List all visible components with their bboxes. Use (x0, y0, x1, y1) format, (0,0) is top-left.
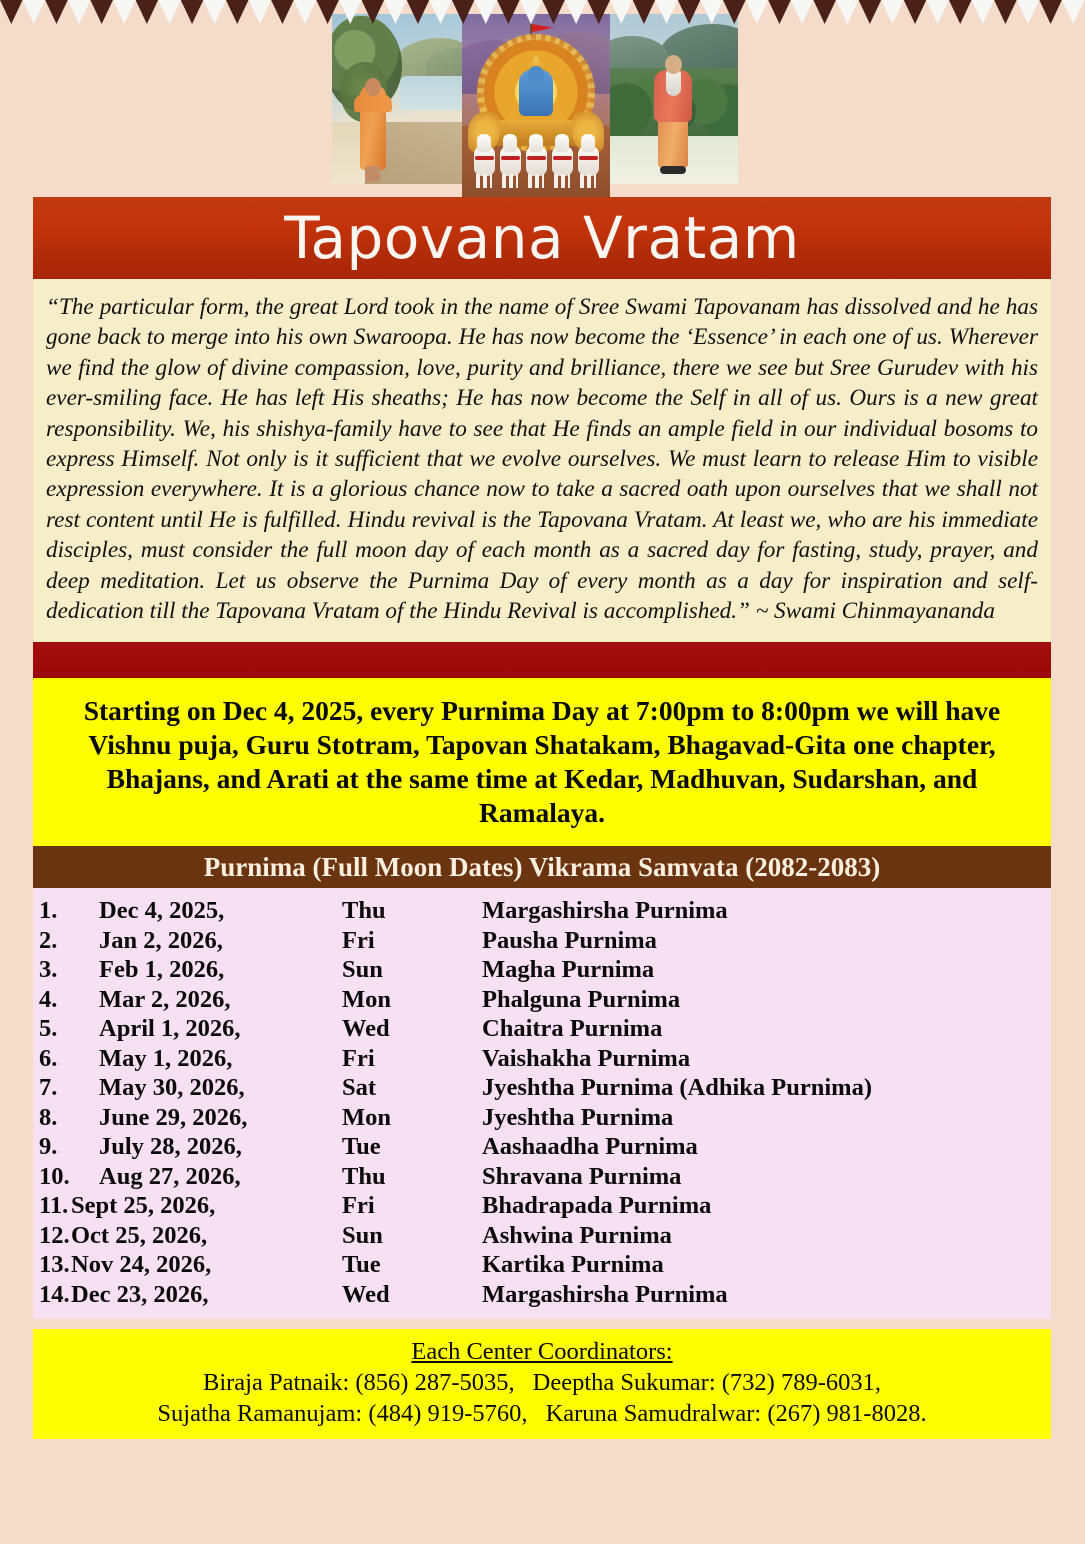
bunting-flag (587, 0, 610, 24)
row-weekday: Fri (342, 1192, 375, 1220)
row-date: Sept 25, 2026, (71, 1192, 216, 1220)
bunting-flag (452, 0, 475, 24)
row-number: 8. (39, 1103, 58, 1131)
purnima-dates-list (33, 888, 1051, 1319)
row-number: 14. (39, 1280, 70, 1308)
row-weekday: Sun (342, 956, 383, 984)
row-purnima-name: Aashaadha Purnima (482, 1133, 698, 1161)
bunting-flag (949, 0, 972, 24)
bunting-flag (926, 0, 949, 24)
photo-swami-sage-portrait (610, 14, 738, 184)
row-weekday: Mon (342, 985, 391, 1013)
table-row (33, 1191, 1051, 1221)
row-date: Dec 4, 2025, (99, 897, 225, 925)
poster-content (33, 197, 1051, 1439)
row-purnima-name: Kartika Purnima (482, 1251, 664, 1279)
coordinator-sujatha-ramanujam: Sujatha Ramanujam: (484) 919-5760, (157, 1400, 528, 1428)
table-row (33, 1250, 1051, 1280)
bunting-flag (1039, 0, 1062, 24)
row-number: 5. (39, 1015, 58, 1043)
row-date: June 29, 2026, (99, 1103, 248, 1131)
quote-block (33, 279, 1051, 642)
row-number: 4. (39, 985, 58, 1013)
bunting-flag (0, 0, 23, 24)
bunting-flag (633, 0, 656, 24)
bunting-flag (90, 0, 113, 24)
bunting-flag (746, 0, 769, 24)
bunting-flag (294, 0, 317, 24)
table-row (33, 896, 1051, 926)
bunting-flag (316, 0, 339, 24)
quote-text: “The particular form, the great Lord took in the name of Sree Swami Tapovanam has dissolved and he has gone back to merge into his own Swaroopa. He has now become the ‘Essence’ in each one of us. Wherever we find the glow of divine compassion, love, purity and brilliance, there we see but Sree Gurudev with his ever-smiling face. He has left His sheaths; He has now become the Self in all of us. Ours is a new great responsibility. We, his shishya-family have to see that He finds an ample field in our individual bosoms to express Himself. Not only is it sufficient that we evolve ourselves. We must learn to release Him to visible expression everywhere. It is a glorious chance now to take a sacred oath upon ourselves that we shall not rest content until He is fulfilled. Hindu revival is the Tapovana Vratam. At least we, who are his immediate disciples, must consider the full moon day of each month as a sacred day for fasting, study, prayer, and deep meditation. Let us observe the Purnima Day of every month as a day for inspiration and self-dedication till the Tapovana Vratam of the Hindu Revival is accomplished.” ~ Swami Chinmayananda (46, 294, 1038, 625)
row-number: 6. (39, 1044, 58, 1072)
row-purnima-name: Pausha Purnima (482, 926, 657, 954)
row-number: 9. (39, 1133, 58, 1161)
row-purnima-name: Magha Purnima (482, 956, 655, 984)
bunting-banner (0, 0, 1085, 24)
row-purnima-name: Margashirsha Purnima (482, 897, 728, 925)
photo-swami-tapovanam-by-river (332, 14, 462, 184)
table-row (33, 1044, 1051, 1074)
coordinators-footer (33, 1329, 1051, 1439)
row-number: 11. (39, 1192, 69, 1220)
table-row (33, 1162, 1051, 1192)
bunting-flag (181, 0, 204, 24)
section-divider (33, 642, 1051, 678)
bunting-flag (1017, 0, 1040, 24)
row-weekday: Thu (342, 1162, 386, 1190)
bunting-flag (994, 0, 1017, 24)
photo-vishnu-on-chariot (462, 14, 610, 198)
table-row (33, 926, 1051, 956)
table-row (33, 1280, 1051, 1310)
coordinators-line-2 (43, 1398, 1041, 1429)
table-row (33, 1221, 1051, 1251)
bunting-flag (271, 0, 294, 24)
row-purnima-name: Jyeshtha Purnima (482, 1103, 674, 1131)
purnima-table-header (33, 846, 1051, 888)
row-purnima-name: Chaitra Purnima (482, 1015, 663, 1043)
bunting-flag (158, 0, 181, 24)
bunting-flag (881, 0, 904, 24)
row-purnima-name: Jyeshtha Purnima (Adhika Purnima) (482, 1074, 873, 1102)
bunting-flag (836, 0, 859, 24)
bunting-flag (904, 0, 927, 24)
row-number: 13. (39, 1251, 70, 1279)
row-number: 1. (39, 897, 58, 925)
announcement-text: Starting on Dec 4, 2025, every Purnima Day at 7:00pm to 8:00pm we will have Vishnu puja, Guru Stotram, Tapovan Shatakam, Bhagavad-Gita one chapter, Bhajans, and Arati at the same time at Kedar, Madhuvan, Sudarshan, and Ramalaya. (83, 695, 1001, 829)
row-date: Aug 27, 2026, (99, 1162, 241, 1190)
bunting-flag (610, 0, 633, 24)
bunting-flag (1062, 0, 1085, 24)
table-row (33, 1103, 1051, 1133)
bunting-flag (678, 0, 701, 24)
bunting-flag (655, 0, 678, 24)
row-purnima-name: Margashirsha Purnima (482, 1280, 728, 1308)
bunting-flag (23, 0, 46, 24)
bunting-flag (972, 0, 995, 24)
row-purnima-name: Bhadrapada Purnima (482, 1192, 712, 1220)
bunting-flag (768, 0, 791, 24)
coordinator-deeptha-sukumar: Deeptha Sukumar: (732) 789-6031, (532, 1369, 881, 1397)
row-purnima-name: Ashwina Purnima (482, 1221, 672, 1249)
table-row (33, 955, 1051, 985)
bunting-flag (542, 0, 565, 24)
bunting-flag (859, 0, 882, 24)
row-date: Nov 24, 2026, (71, 1251, 212, 1279)
header-photo-strip (332, 14, 750, 198)
row-weekday: Fri (342, 926, 375, 954)
row-number: 7. (39, 1074, 58, 1102)
row-number: 10. (39, 1162, 70, 1190)
page-title: Tapovana Vratam (284, 204, 800, 272)
bunting-flag (362, 0, 385, 24)
row-weekday: Mon (342, 1103, 391, 1131)
bunting-flag (429, 0, 452, 24)
row-date: April 1, 2026, (99, 1015, 241, 1043)
bunting-flag (136, 0, 159, 24)
row-date: July 28, 2026, (99, 1133, 242, 1161)
row-date: May 1, 2026, (99, 1044, 233, 1072)
row-weekday: Wed (342, 1280, 390, 1308)
row-weekday: Sat (342, 1074, 377, 1102)
title-banner (33, 197, 1051, 279)
row-date: Mar 2, 2026, (99, 985, 231, 1013)
coordinator-karuna-samudralwar: Karuna Samudralwar: (267) 981-8028. (545, 1400, 927, 1428)
row-purnima-name: Vaishakha Purnima (482, 1044, 691, 1072)
row-date: May 30, 2026, (99, 1074, 245, 1102)
row-weekday: Tue (342, 1133, 381, 1161)
bunting-flag (700, 0, 723, 24)
table-row (33, 1014, 1051, 1044)
row-date: Oct 25, 2026, (71, 1221, 208, 1249)
row-date: Feb 1, 2026, (99, 956, 225, 984)
row-number: 3. (39, 956, 58, 984)
bunting-flag (384, 0, 407, 24)
row-number: 2. (39, 926, 58, 954)
bunting-flag (474, 0, 497, 24)
bunting-flag (791, 0, 814, 24)
row-weekday: Fri (342, 1044, 375, 1072)
row-number: 12. (39, 1221, 70, 1249)
table-row (33, 985, 1051, 1015)
row-weekday: Thu (342, 897, 386, 925)
coordinators-line-1 (43, 1367, 1041, 1398)
bunting-flag (226, 0, 249, 24)
bunting-flag (520, 0, 543, 24)
bunting-flag (497, 0, 520, 24)
purnima-table-header-text: Purnima (Full Moon Dates) Vikrama Samvata (2082-2083) (203, 851, 881, 882)
row-weekday: Tue (342, 1251, 381, 1279)
bunting-flag (339, 0, 362, 24)
row-date: Dec 23, 2026, (71, 1280, 209, 1308)
announcement-section (33, 678, 1051, 846)
row-weekday: Wed (342, 1015, 390, 1043)
bunting-flag (249, 0, 272, 24)
coordinators-title: Each Center Coordinators: (411, 1338, 673, 1366)
bunting-flag (203, 0, 226, 24)
row-date: Jan 2, 2026, (99, 926, 223, 954)
bunting-flag (813, 0, 836, 24)
bunting-flag (723, 0, 746, 24)
table-row (33, 1073, 1051, 1103)
bunting-flag (68, 0, 91, 24)
bunting-flag (113, 0, 136, 24)
row-weekday: Sun (342, 1221, 383, 1249)
bunting-flag (407, 0, 430, 24)
bunting-flag (45, 0, 68, 24)
bunting-flag (565, 0, 588, 24)
row-purnima-name: Shravana Purnima (482, 1162, 682, 1190)
coordinator-biraja-patnaik: Biraja Patnaik: (856) 287-5035, (202, 1369, 515, 1397)
row-purnima-name: Phalguna Purnima (482, 985, 681, 1013)
table-row (33, 1132, 1051, 1162)
